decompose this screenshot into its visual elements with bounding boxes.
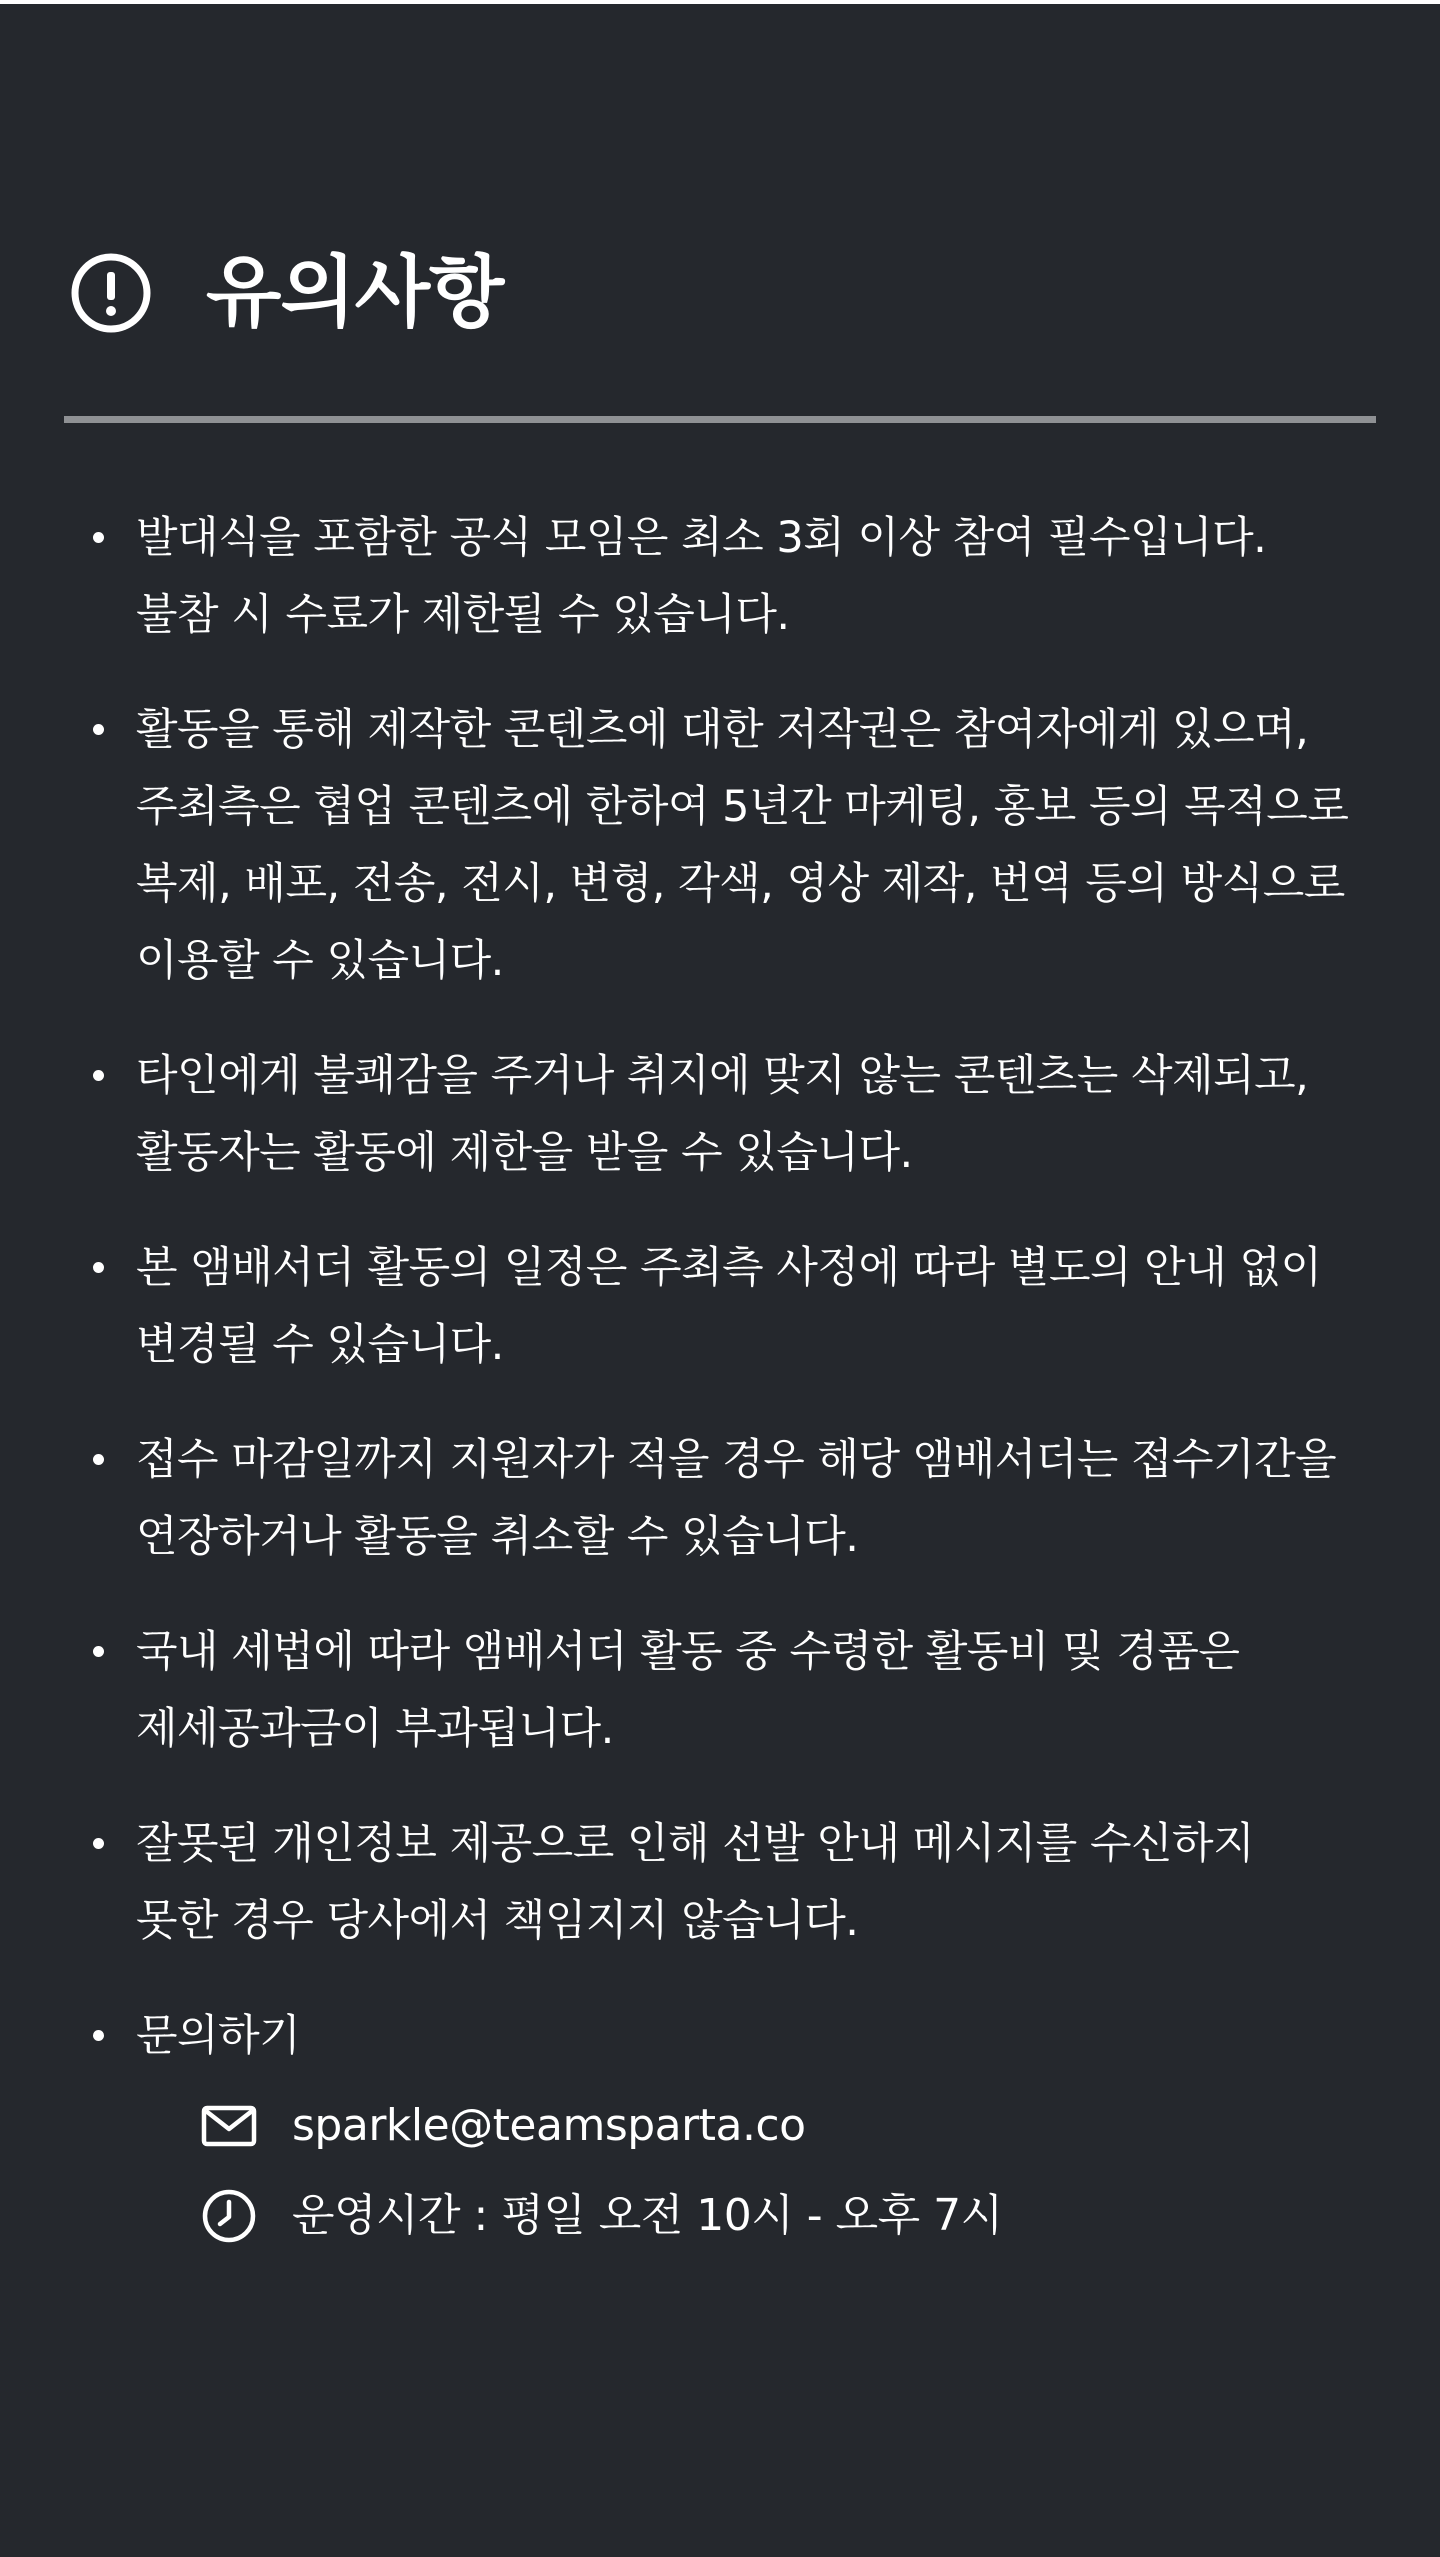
notice-text: 연장하거나 활동을 취소할 수 있습니다. <box>136 1512 859 1562</box>
clock-icon <box>200 2187 258 2245</box>
notice-text: 타인에게 불쾌감을 주거나 취지에 맞지 않는 콘텐츠는 삭제되고, <box>136 1051 1309 1101</box>
notice-text: 불참 시 수료가 제한될 수 있습니다. <box>136 590 790 640</box>
bullet <box>93 724 104 735</box>
bullet <box>93 1646 104 1657</box>
notice-text: 접수 마감일까지 지원자가 적을 경우 해당 앰배서더는 접수기간을 <box>136 1435 1337 1485</box>
notice-text: 제세공과금이 부과됩니다. <box>136 1704 614 1754</box>
contact-email-row[interactable] <box>200 2081 1390 2171</box>
notice-item <box>90 692 1390 1000</box>
notice-text: 못한 경우 당사에서 책임지지 않습니다. <box>136 1896 859 1946</box>
notice-item <box>90 500 1390 654</box>
contact-hours: 운영시간 : 평일 오전 10시 - 오후 7시 <box>292 2190 1003 2241</box>
notice-text: 국내 세법에 따라 앰배서더 활동 중 수령한 활동비 및 경품은 <box>136 1627 1240 1677</box>
notice-text: 본 앰배서더 활동의 일정은 주최측 사정에 따라 별도의 안내 없이 <box>136 1243 1322 1293</box>
notice-text: 변경될 수 있습니다. <box>136 1320 504 1370</box>
alert-circle-icon <box>70 252 152 334</box>
bullet <box>93 1070 104 1081</box>
notice-list <box>90 500 1390 2299</box>
bullet <box>93 532 104 543</box>
title-divider <box>64 416 1376 423</box>
notice-title: 유의사항 <box>206 247 504 338</box>
notice-item <box>90 1614 1390 1768</box>
contact-label: 문의하기 <box>136 2011 301 2061</box>
notice-item <box>90 1422 1390 1576</box>
mail-icon <box>200 2097 258 2155</box>
notice-text: 복제, 배포, 전송, 전시, 변형, 각색, 영상 제작, 번역 등의 방식으로 <box>136 859 1345 909</box>
bullet <box>93 2030 104 2041</box>
bullet <box>93 1454 104 1465</box>
notice-header <box>70 240 503 345</box>
notice-text: 이용할 수 있습니다. <box>136 936 504 986</box>
notice-text: 발대식을 포함한 공식 모임은 최소 3회 이상 참여 필수입니다. <box>136 513 1267 563</box>
contact-email[interactable]: sparkle@teamsparta.co <box>292 2100 806 2151</box>
notice-item <box>90 1038 1390 1192</box>
top-edge <box>0 0 1440 4</box>
contact-details <box>136 2081 1390 2261</box>
notice-text: 활동자는 활동에 제한을 받을 수 있습니다. <box>136 1128 913 1178</box>
notice-item <box>90 1230 1390 1384</box>
bullet <box>93 1838 104 1849</box>
notice-text: 주최측은 협업 콘텐츠에 한하여 5년간 마케팅, 홍보 등의 목적으로 <box>136 782 1349 832</box>
notice-text: 활동을 통해 제작한 콘텐츠에 대한 저작권은 참여자에게 있으며, <box>136 705 1309 755</box>
notice-text: 잘못된 개인정보 제공으로 인해 선발 안내 메시지를 수신하지 <box>136 1819 1255 1869</box>
contact-item <box>90 1998 1390 2261</box>
bullet <box>93 1262 104 1273</box>
contact-hours-row <box>200 2171 1390 2261</box>
notice-item <box>90 1806 1390 1960</box>
